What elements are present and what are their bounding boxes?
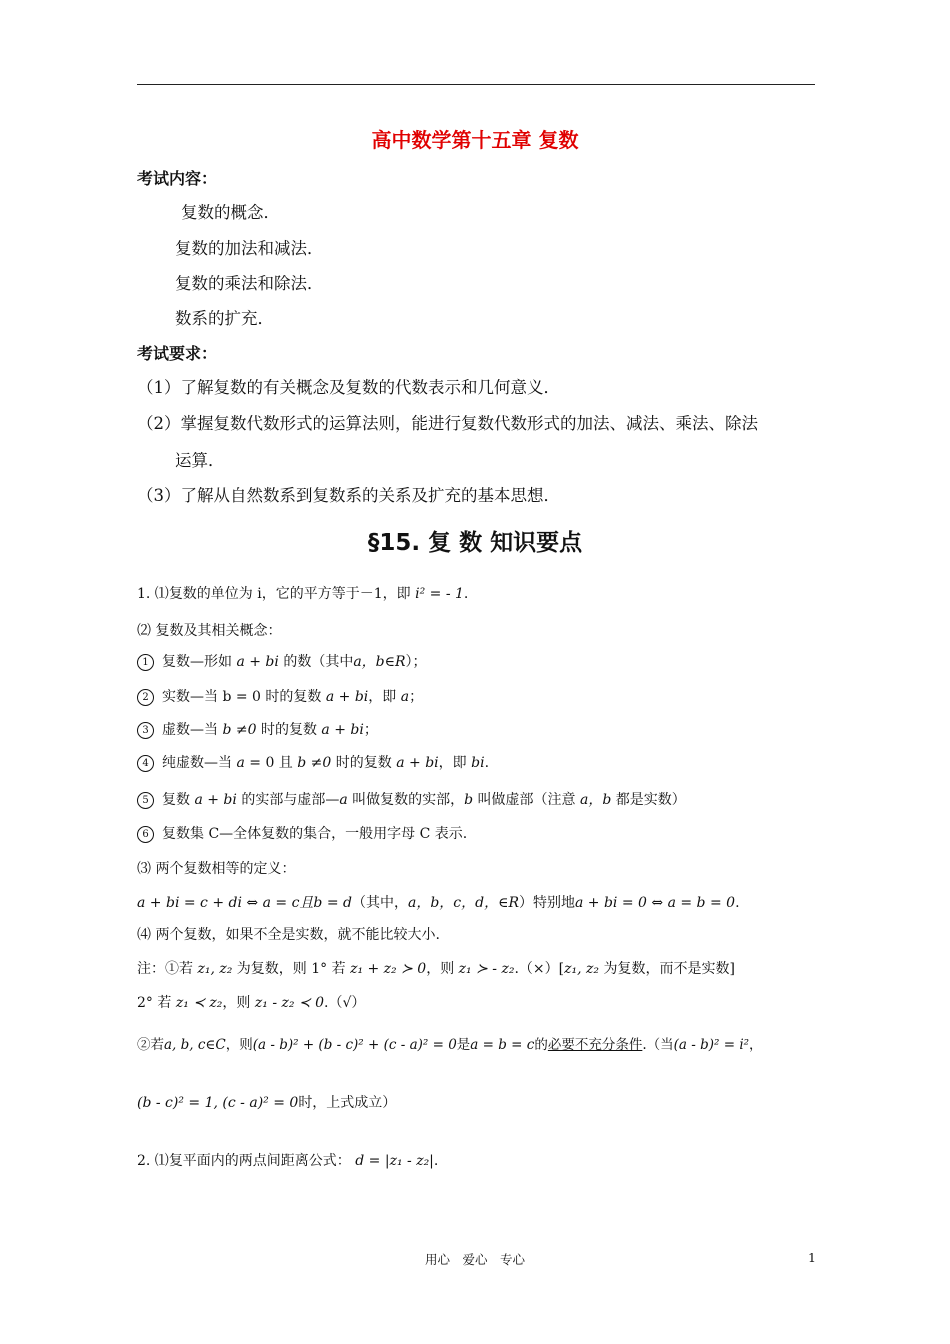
note-3-continued: (b - c)² = 1, (c - a)² = 0时，上式成立） <box>137 1095 397 1111</box>
exam-content-heading: 考试内容： <box>137 169 218 188</box>
note-3: ②若a, b, c∈C，则(a - b)² + (b - c)² + (c - a)² = 0是a = b = c的必要不充分条件.（当(a - b)² = i²， <box>137 1037 763 1053</box>
exam-content-item: 数系的扩充． <box>175 309 274 328</box>
note-1: 注：①若 z₁, z₂ 为复数，则 1° 若 z₁ + z₂ ≻ 0，则 z₁ ≻ - z₂.（×）[z₁, z₂ 为复数，而不是实数] <box>137 961 735 977</box>
note-2: 2° 若 z₁ ≺ z₂，则 z₁ - z₂ ≺ 0.（√） <box>137 995 366 1011</box>
concept-1: 1 复数—形如 a + bi 的数（其中a，b∈R）； <box>137 651 427 671</box>
exam-requirement-item: （1）了解复数的有关概念及复数的代数表示和几何意义． <box>137 378 560 397</box>
concept-6: 6 复数集 C—全体复数的集合，一般用字母 C 表示. <box>137 823 467 843</box>
exam-content-item: 复数的加法和减法． <box>175 239 324 258</box>
concept-2: 2 实数—当 b = 0 时的复数 a + bi，即 a； <box>137 686 423 706</box>
page-number: 1 <box>808 1250 816 1265</box>
exam-requirement-item: （3）了解从自然数系到复数系的关系及扩充的基本思想． <box>137 486 560 505</box>
point-1-2: ⑵ 复数及其相关概念： <box>137 623 282 639</box>
concept-5: 5 复数 a + bi 的实部与虚部—a 叫做复数的实部，b 叫做虚部（注意 a，b 都是实数） <box>137 789 686 809</box>
point-2-1: 2. ⑴复平面内的两点间距离公式： d = |z₁ - z₂|. <box>137 1153 439 1169</box>
exam-requirement-item: （2）掌握复数代数形式的运算法则，能进行复数代数形式的加法、减法、乘法、除法 <box>137 414 758 433</box>
concept-3: 3 虚数—当 b ≠0 时的复数 a + bi； <box>137 719 378 739</box>
point-1-1: 1. ⑴复数的单位为 i，它的平方等于－1，即 i² = - 1. <box>137 586 469 602</box>
section-title: §15. 复 数 知识要点 <box>367 530 583 556</box>
header-rule <box>137 84 815 85</box>
point-1-3: ⑶ 两个复数相等的定义： <box>137 861 296 877</box>
page-footer: 用心 爱心 专心 <box>424 1252 525 1267</box>
point-1-4: ⑷ 两个复数，如果不全是实数，就不能比较大小. <box>137 927 440 943</box>
exam-requirement-item: 运算． <box>175 451 225 470</box>
exam-requirements-heading: 考试要求： <box>137 344 218 363</box>
exam-content-item: 复数的概念． <box>181 203 280 222</box>
exam-content-item: 复数的乘法和除法． <box>175 274 324 293</box>
concept-4: 4 纯虚数—当 a = 0 且 b ≠0 时的复数 a + bi，即 bi. <box>137 752 489 772</box>
equality-formula: a + bi = c + di ⇔ a = c且b = d（其中，a，b，c，d，∈R）特别地a + bi = 0 ⇔ a = b = 0. <box>137 895 740 911</box>
page-title: 高中数学第十五章 复数 <box>371 128 579 152</box>
